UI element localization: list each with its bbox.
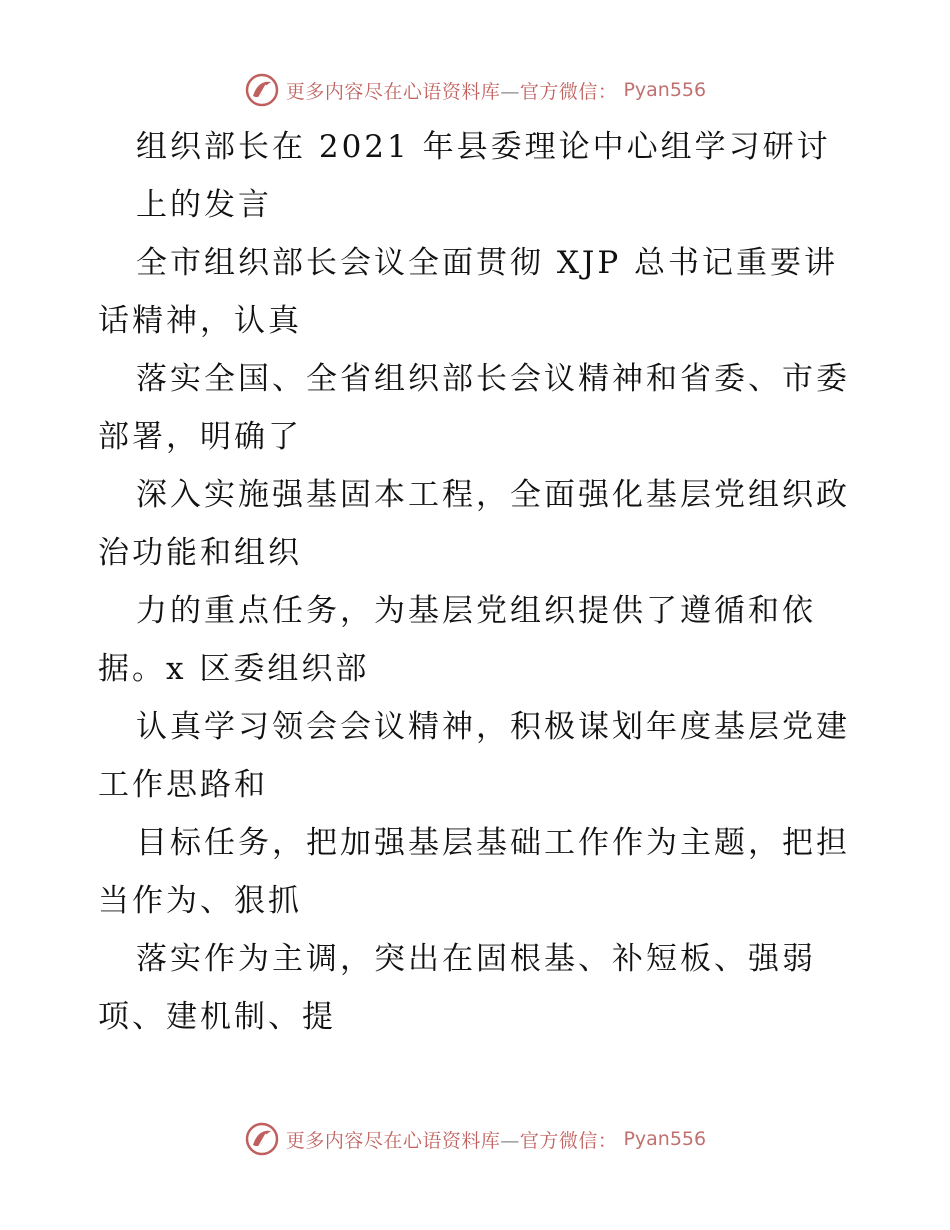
document-title-line-2: 上的发言 <box>136 187 272 223</box>
brand-logo-icon <box>244 1121 280 1157</box>
paragraph-line: 项、建机制、提 <box>98 999 336 1035</box>
paragraph-line: 话精神，认真 <box>98 303 302 339</box>
paragraph-line: 部署，明确了 <box>98 419 302 455</box>
document-title-line-1: 组织部长在 2021 年县委理论中心组学习研讨 <box>136 129 831 165</box>
paragraph-line: 深入实施强基固本工程，全面强化基层党组织政 <box>136 477 850 513</box>
header-banner-text: 更多内容尽在心语资料库—官方微信： <box>285 80 618 103</box>
footer-watermark-banner <box>0 1117 950 1161</box>
footer-banner-text: 更多内容尽在心语资料库—官方微信： <box>285 1129 618 1152</box>
paragraph-line: 认真学习领会会议精神，积极谋划年度基层党建 <box>136 709 850 745</box>
paragraph-line: 落实全国、全省组织部长会议精神和省委、市委 <box>136 361 850 397</box>
paragraph-line: 当作为、狠抓 <box>98 883 302 919</box>
paragraph-line: 治功能和组织 <box>98 535 302 571</box>
paragraph-line: 据。x 区委组织部 <box>98 651 370 687</box>
brand-logo-icon <box>244 72 280 108</box>
paragraph-line: 工作思路和 <box>98 767 268 803</box>
footer-wechat-id: Pyan556 <box>623 1128 707 1150</box>
paragraph-line: 力的重点任务，为基层党组织提供了遵循和依 <box>136 593 816 629</box>
paragraph-line: 目标任务，把加强基层基础工作作为主题，把担 <box>136 825 850 861</box>
paragraph-line: 全市组织部长会议全面贯彻 XJP 总书记重要讲 <box>136 245 839 281</box>
paragraph-line: 落实作为主调，突出在固根基、补短板、强弱 <box>136 941 816 977</box>
header-wechat-id: Pyan556 <box>623 79 707 101</box>
header-watermark-banner <box>0 68 950 112</box>
document-body <box>98 118 858 1046</box>
